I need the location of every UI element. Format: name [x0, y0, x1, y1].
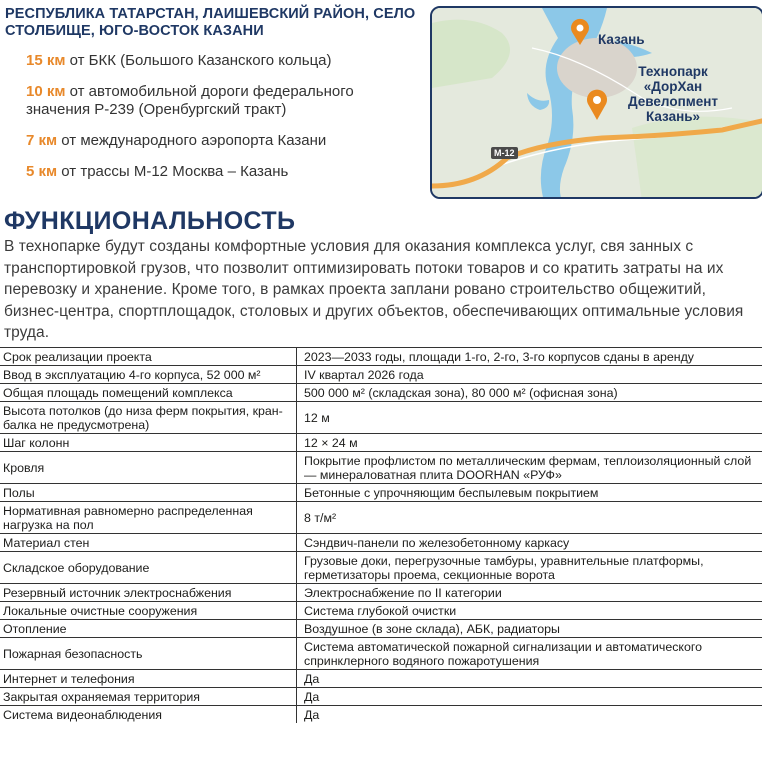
- spec-key: Отопление: [0, 620, 297, 638]
- spec-key: Локальные очистные сооружения: [0, 602, 297, 620]
- spec-value: 12 × 24 м: [297, 434, 762, 452]
- distance-text: от БКК (Большого Казанского кольца): [65, 52, 332, 69]
- distance-text: от трассы М-12 Москва – Казань: [57, 163, 289, 180]
- spec-key: Пожарная безопасность: [0, 638, 297, 670]
- specs-table: [0, 347, 762, 723]
- location-map[interactable]: [430, 6, 762, 199]
- table-row: [0, 688, 762, 706]
- spec-value: Да: [297, 706, 762, 724]
- spec-value: Система автоматической пожарной сигнализации и автоматического спринклерного водяного пожаротушения: [297, 638, 762, 670]
- table-row: [0, 484, 762, 502]
- distance-text: от автомобильной дороги федерального значения Р-239 (Оренбургский тракт): [26, 83, 354, 118]
- table-row: [0, 348, 762, 366]
- spec-key: Ввод в эксплуатацию 4-го корпуса, 52 000 м²: [0, 366, 297, 384]
- region-title: РЕСПУБЛИКА ТАТАРСТАН, ЛАИШЕВСКИЙ РАЙОН, СЕЛО СТОЛБИЩЕ, ЮГО-ВОСТОК КАЗАНИ: [5, 6, 416, 39]
- table-row: [0, 706, 762, 724]
- spec-value: Да: [297, 670, 762, 688]
- distance-km: 15 км: [26, 52, 66, 69]
- spec-key: Кровля: [0, 452, 297, 484]
- table-row: [0, 366, 762, 384]
- table-row: [0, 452, 762, 484]
- spec-value: IV квартал 2026 года: [297, 366, 762, 384]
- spec-key: Закрытая охраняемая территория: [0, 688, 297, 706]
- spec-value: Сэндвич-панели по железобетонному каркасу: [297, 534, 762, 552]
- table-row: [0, 434, 762, 452]
- table-row: [0, 534, 762, 552]
- spec-value: 500 000 м² (складская зона), 80 000 м² (офисная зона): [297, 384, 762, 402]
- spec-key: Полы: [0, 484, 297, 502]
- spec-key: Материал стен: [0, 534, 297, 552]
- spec-value: Покрытие профлистом по металлическим фермам, теплоизоляционный слой — минераловатная плита DOORHAN «РУФ»: [297, 452, 762, 484]
- table-row: [0, 584, 762, 602]
- spec-value: Система глубокой очистки: [297, 602, 762, 620]
- description-paragraph: В технопарке будут созданы комфортные условия для оказания комплекса услуг, свя занных с транспортировкой грузов, что позволит оптимизировать потоки товаров и со кратить затраты на их перевозку и хранение. Кроме того, в рамках проекта заплани ровано строительство общежитий, бизнес-центра, спортплощадок, столовых и других объектов, обеспечивающих оптимальные условия труда.: [4, 238, 744, 342]
- spec-key: Система видеонаблюдения: [0, 706, 297, 724]
- spec-value: Грузовые доки, перегрузочные тамбуры, уравнительные платформы, герметизаторы проема, секционные ворота: [297, 552, 762, 584]
- spec-key: Интернет и телефония: [0, 670, 297, 688]
- map-road-label: М-12: [491, 147, 518, 159]
- table-row: [0, 620, 762, 638]
- spec-value: Да: [297, 688, 762, 706]
- table-row: [0, 602, 762, 620]
- table-row: [0, 670, 762, 688]
- distance-item: [26, 52, 421, 70]
- table-row: [0, 552, 762, 584]
- spec-value: Электроснабжение по II категории: [297, 584, 762, 602]
- spec-key: Высота потолков (до низа ферм покрытия, кран-балка не предусмотрена): [0, 402, 297, 434]
- spec-value: Воздушное (в зоне склада), АБК, радиаторы: [297, 620, 762, 638]
- map-city-label: Казань: [598, 32, 645, 47]
- map-park-label: Технопарк «ДорХан Девелопмент Казань»: [628, 64, 718, 124]
- table-row: [0, 638, 762, 670]
- distance-km: 10 км: [26, 83, 66, 100]
- distance-km: 5 км: [26, 163, 58, 180]
- spec-value: 12 м: [297, 402, 762, 434]
- spec-key: Резервный источник электроснабжения: [0, 584, 297, 602]
- distance-item: [26, 83, 421, 119]
- spec-value: 8 т/м²: [297, 502, 762, 534]
- spec-key: Нормативная равномерно распределенная нагрузка на пол: [0, 502, 297, 534]
- distance-item: [26, 132, 421, 150]
- distance-list: [26, 52, 421, 194]
- distance-item: [26, 163, 421, 181]
- spec-key: Складское оборудование: [0, 552, 297, 584]
- section-title: ФУНКЦИОНАЛЬНОСТЬ: [4, 207, 296, 235]
- spec-value: 2023—2033 годы, площади 1-го, 2-го, 3-го корпусов сданы в аренду: [297, 348, 762, 366]
- specs-body: [0, 348, 762, 724]
- table-row: [0, 384, 762, 402]
- table-row: [0, 502, 762, 534]
- spec-key: Общая площадь помещений комплекса: [0, 384, 297, 402]
- table-row: [0, 402, 762, 434]
- distance-km: 7 км: [26, 132, 58, 149]
- spec-value: Бетонные с упрочняющим беспылевым покрытием: [297, 484, 762, 502]
- spec-key: Шаг колонн: [0, 434, 297, 452]
- spec-key: Срок реализации проекта: [0, 348, 297, 366]
- distance-text: от международного аэропорта Казани: [57, 132, 327, 149]
